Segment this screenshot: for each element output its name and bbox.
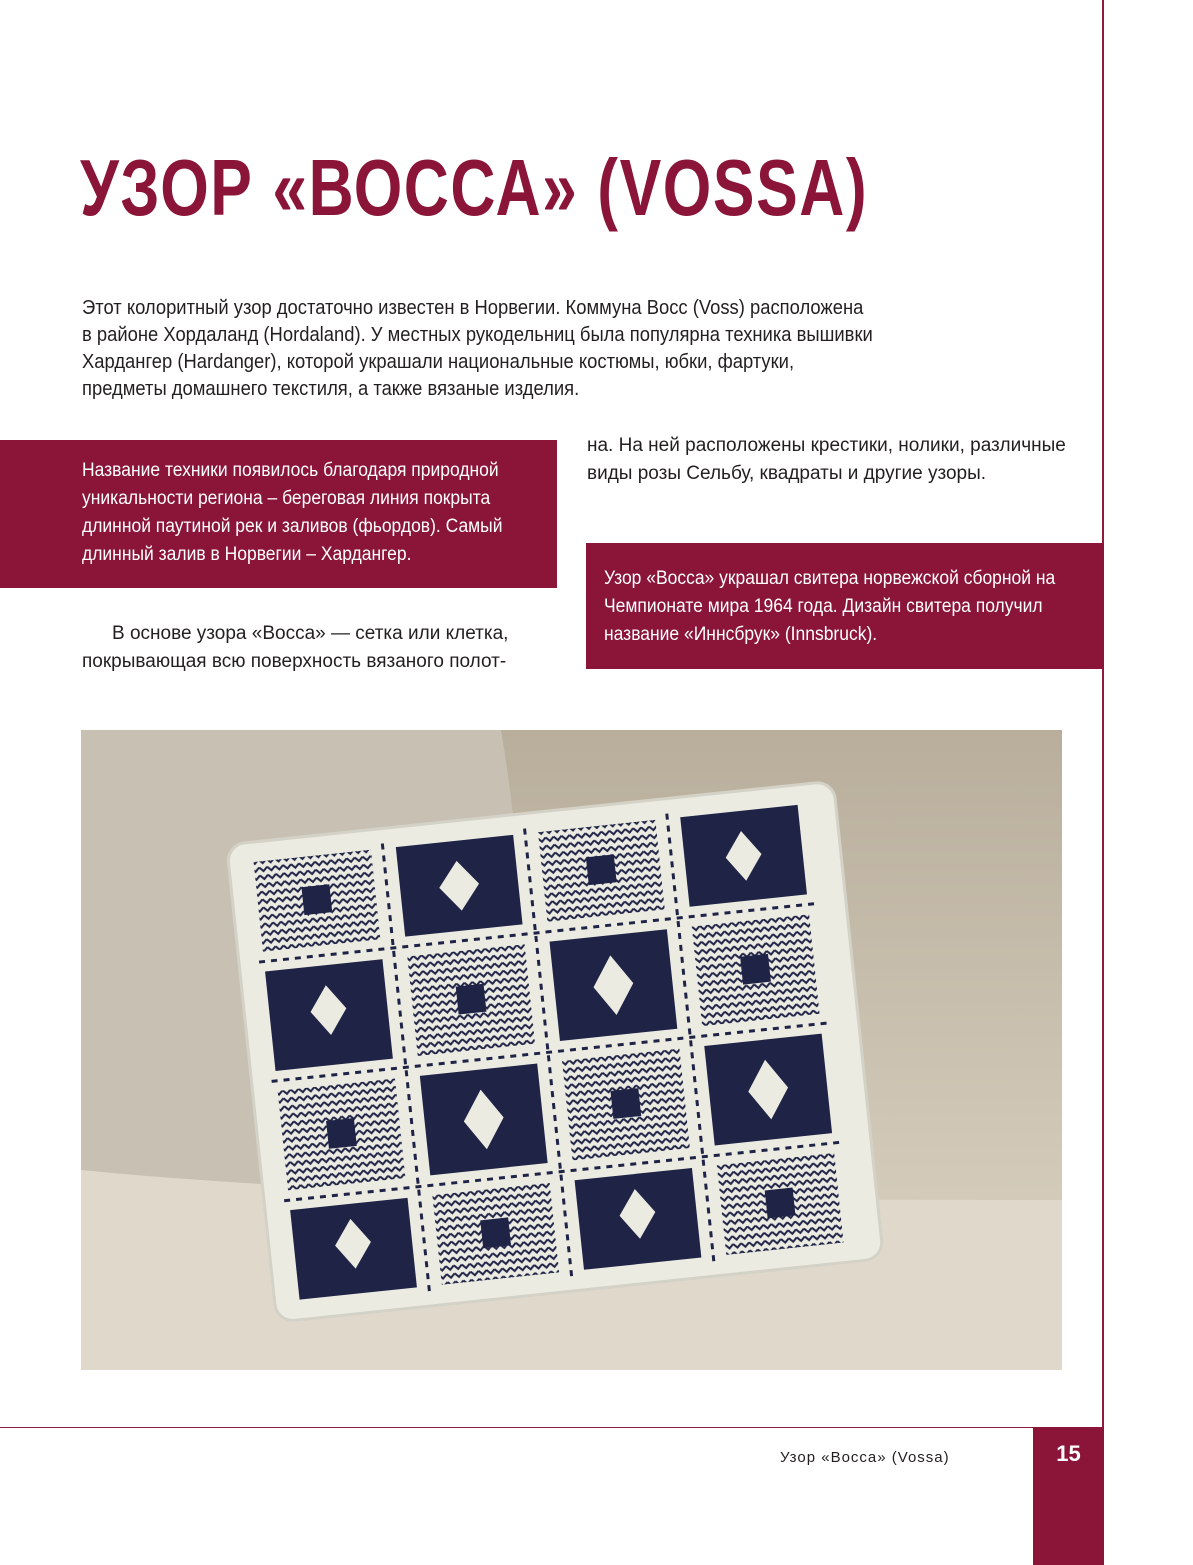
column-left-line-1: В основе узора «Восса» — сетка или клетка, — [112, 623, 509, 644]
running-head: Узор «Восса» (Vossa) — [780, 1449, 950, 1466]
sidebar-box-innsbruck-text: Узор «Восса» украшал свитера норвежской сборной на Чемпионате мира 1964 года. Дизайн свитера получил название «Иннсбрук» (Innsbruck). — [604, 568, 1056, 645]
column-left-line-2: покрывающая всю поверхность вязаного полот- — [82, 651, 507, 672]
sidebar-box-innsbruck — [586, 543, 1104, 669]
footer-rule — [0, 1427, 1104, 1428]
sidebar-box-technique-text: Название техники появилось благодаря природной уникальности региона – береговая линия покрыта длинной паутиной рек и заливов (фьордов). Самый длинный залив в Норвегии – Хардангер. — [82, 460, 503, 565]
page-number-tab — [1033, 1427, 1104, 1565]
page-number: 15 — [1056, 1441, 1081, 1466]
page-title: УЗОР «ВОССА» (VOSSA) — [80, 143, 869, 232]
column-right-text: на. На ней расположены крестики, нолики, различные виды розы Сельбу, квадраты и другие узоры. — [587, 435, 1066, 484]
column-left-text — [82, 620, 552, 676]
intro-paragraph: Этот колоритный узор достаточно известен в Норвегии. Коммуна Восс (Voss) расположена в районе Хордаланд (Hordaland). У местных рукодельниц была популярна техника вышивки Хардангер (Hardanger), которой украшали национальные костюмы, юбки, фартуки, предметы домашнего текстиля, а также вязаные изделия. — [82, 297, 873, 400]
sidebar-box-technique — [0, 440, 557, 588]
knitted-pillow-image — [81, 730, 1062, 1370]
page-edge-rule — [1102, 0, 1104, 1565]
pillow-photo — [81, 730, 1062, 1370]
